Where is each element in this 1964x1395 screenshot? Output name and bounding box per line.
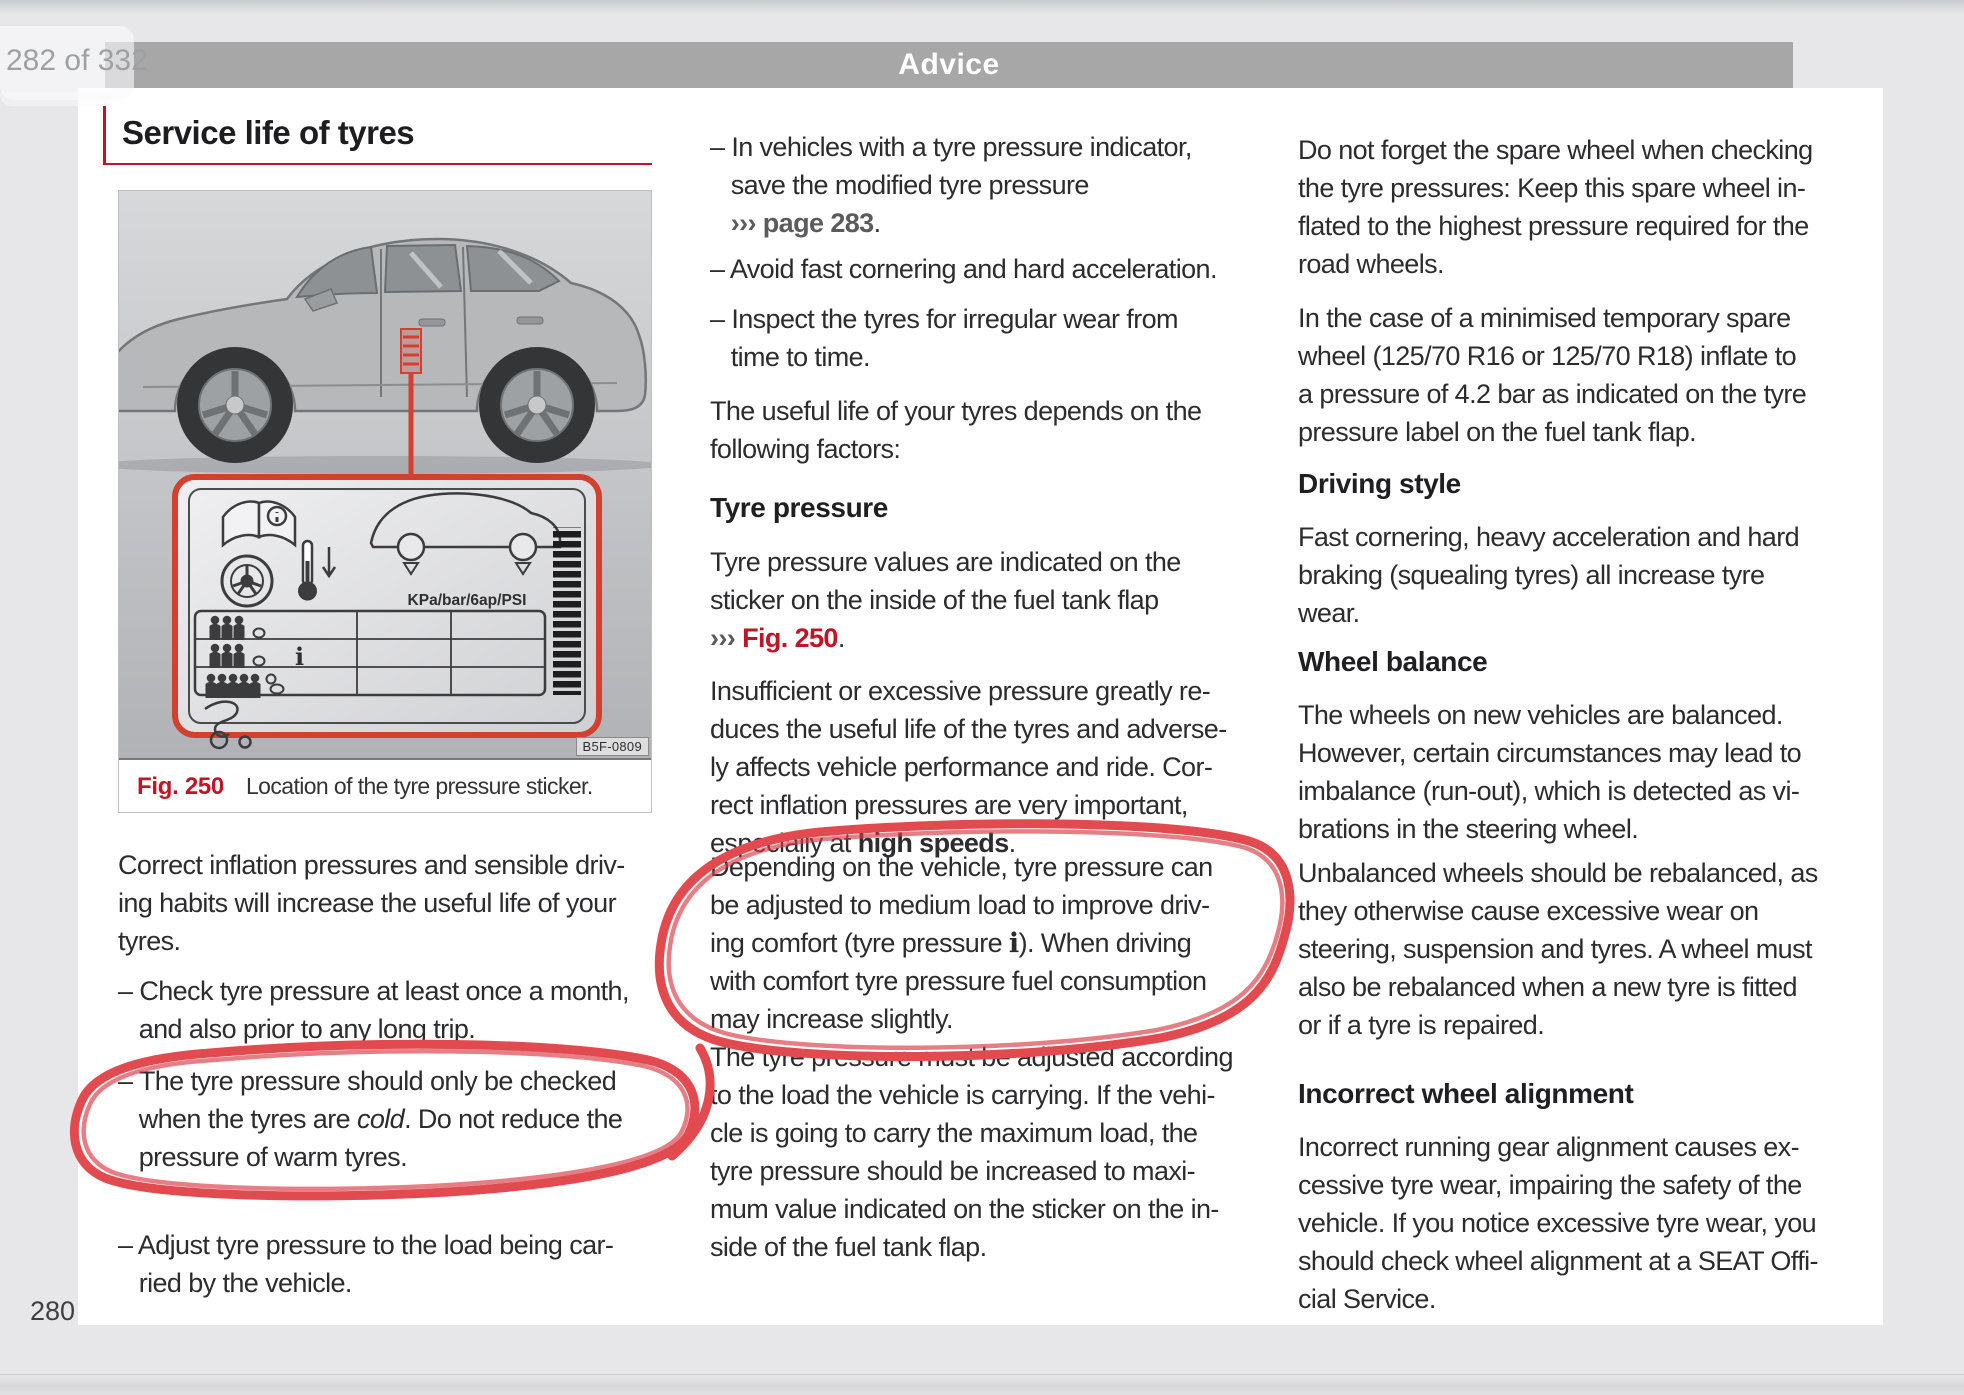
figure-photo (119, 191, 651, 760)
text-line (1298, 413, 1806, 451)
text-line (710, 430, 1201, 468)
text-segment: and also prior to any long trip. (118, 1014, 476, 1044)
text-line (1298, 518, 1799, 556)
heading-driving-style: Driving style (1298, 468, 1461, 499)
text-line (710, 166, 1192, 204)
text-line (1298, 772, 1801, 810)
paragraph-circled (710, 848, 1213, 1038)
text-segment: steering, suspension and tyres. A wheel must (1298, 934, 1812, 964)
text-line (118, 922, 625, 960)
text-segment: Unbalanced wheels should be rebalanced, as (1298, 858, 1818, 888)
text-segment: Do not forget the spare wheel when checking (1298, 135, 1813, 165)
text-line (710, 710, 1227, 748)
heading-wheel-balance: Wheel balance (1298, 646, 1488, 677)
section-title: Service life of tyres (122, 114, 415, 151)
bullet-item (118, 972, 629, 1048)
text-line (1298, 1204, 1818, 1242)
text-segment: Incorrect running gear alignment causes ex- (1298, 1132, 1799, 1162)
text-segment: a pressure of 4.2 bar as indicated on the tyre (1298, 379, 1807, 409)
text-line (710, 1000, 1213, 1038)
text-line (710, 250, 1217, 288)
paragraph (1298, 696, 1801, 848)
text-segment: cle is going to carry the maximum load, the (710, 1118, 1198, 1148)
text-line (1298, 1280, 1818, 1318)
text-line (118, 1010, 629, 1048)
figure-250 (118, 190, 652, 813)
text-line (710, 962, 1213, 1000)
text-segment: duces the useful life of the tyres and adverse- (710, 714, 1227, 744)
text-line (118, 846, 625, 884)
bullet-item (118, 1062, 622, 1176)
text-segment: imbalance (run-out), which is detected as vi- (1298, 776, 1800, 806)
cross-reference-link[interactable]: ››› page 283 (730, 208, 874, 238)
paragraph (1298, 518, 1799, 632)
text-segment: pressure label on the fuel tank flap. (1298, 417, 1697, 447)
text-line (118, 972, 629, 1010)
chapter-header-bar (105, 42, 1793, 88)
text-segment: cial Service. (1298, 1284, 1436, 1314)
text-segment: ing habits will increase the useful life of your (118, 888, 616, 918)
text-line (1298, 1242, 1818, 1280)
sticker-units-label: KPa/bar/6ap/PSI (407, 592, 527, 609)
viewer-page-indicator-bubble-lobe (0, 92, 110, 106)
text-line (710, 543, 1181, 581)
text-line (118, 1100, 622, 1138)
text-line (1298, 854, 1818, 892)
text-segment: However, certain circumstances may lead to (1298, 738, 1802, 768)
text-segment: following factors: (710, 434, 901, 464)
text-segment: especially at (710, 828, 858, 858)
text-line (710, 672, 1227, 710)
paragraph (118, 846, 625, 960)
text-segment: wheel (125/70 R16 or 125/70 R18) inflate to (1298, 341, 1797, 371)
text-segment: be adjusted to medium load to improve driv- (710, 890, 1210, 920)
text-line (1298, 1006, 1818, 1044)
heading-incorrect-wheel-alignment: Incorrect wheel alignment (1298, 1078, 1634, 1109)
text-line (1298, 594, 1799, 632)
text-line (710, 886, 1213, 924)
text-line (710, 392, 1201, 430)
text-line (1298, 299, 1806, 337)
text-line (118, 1062, 622, 1100)
text-segment: i (1008, 928, 1019, 959)
tyre-pressure-sticker (175, 477, 599, 748)
text-line (1298, 556, 1799, 594)
text-line (710, 1076, 1233, 1114)
text-line (710, 1038, 1233, 1076)
text-segment: with comfort tyre pressure fuel consumption (710, 966, 1207, 996)
rear-wheel (479, 347, 595, 463)
text-segment: save the modified tyre pressure (710, 170, 1089, 200)
text-segment: the tyre pressures: Keep this spare wheel in- (1298, 173, 1806, 203)
text-segment: ly affects vehicle performance and ride. Cor- (710, 752, 1213, 782)
text-line (710, 581, 1181, 619)
front-wheel (177, 347, 293, 463)
text-segment: braking (squealing tyres) all increase tyre (1298, 560, 1765, 590)
text-segment: ). When driving (1018, 928, 1192, 958)
text-line (1298, 375, 1806, 413)
text-line (1298, 169, 1813, 207)
text-segment: Tyre pressure values are indicated on the (710, 547, 1181, 577)
section-title-box (103, 106, 652, 165)
text-segment: – Inspect the tyres for irregular wear from (710, 304, 1178, 334)
figure-caption-label: Fig. 250 (137, 773, 224, 800)
text-line (710, 300, 1178, 338)
bullet-item (118, 1226, 613, 1302)
text-line (118, 1226, 613, 1264)
text-segment: when the tyres are (118, 1104, 357, 1134)
text-segment: flated to the highest pressure required for the (1298, 211, 1809, 241)
text-segment: road wheels. (1298, 249, 1444, 279)
figure-caption-text: Location of the tyre pressure sticker. (245, 773, 593, 799)
text-segment: may increase slightly. (710, 1004, 953, 1034)
text-segment: Insufficient or excessive pressure greatly re- (710, 676, 1211, 706)
text-segment: tyres. (118, 926, 181, 956)
text-segment: cold (356, 1104, 405, 1134)
paragraph (1298, 131, 1813, 283)
text-segment: – Avoid fast cornering and hard acceleration. (710, 254, 1217, 284)
viewer-page-indicator: 282 of 332 (6, 44, 148, 77)
text-segment: cessive tyre wear, impairing the safety of the (1298, 1170, 1802, 1200)
text-segment: rect inflation pressures are very important, (710, 790, 1188, 820)
text-line (1298, 892, 1818, 930)
text-segment: should check wheel alignment at a SEAT Offi- (1298, 1246, 1818, 1276)
bullet-item (710, 128, 1192, 242)
page-bottom-edge (0, 1374, 1964, 1395)
text-segment: . Do not reduce the (404, 1104, 623, 1134)
heading-tyre-pressure: Tyre pressure (710, 492, 888, 523)
text-line (710, 786, 1227, 824)
text-segment: ing comfort (tyre pressure (710, 928, 1009, 958)
text-line (1298, 734, 1801, 772)
text-line (710, 748, 1227, 786)
paragraph (1298, 299, 1806, 451)
text-line (710, 1114, 1233, 1152)
text-segment: side of the fuel tank flap. (710, 1232, 987, 1262)
bullet-item (710, 250, 1217, 288)
figure-image-code: B5F-0809 (576, 737, 650, 756)
text-segment: The wheels on new vehicles are balanced. (1298, 700, 1783, 730)
text-line (1298, 968, 1818, 1006)
text-line (710, 338, 1178, 376)
text-line (710, 1152, 1233, 1190)
text-segment: – The tyre pressure should only be checked (118, 1066, 617, 1096)
text-segment: brations in the steering wheel. (1298, 814, 1639, 844)
text-segment: The tyre pressure must be adjusted according (710, 1042, 1233, 1072)
text-segment: The useful life of your tyres depends on the (710, 396, 1202, 426)
text-segment: or if a tyre is repaired. (1298, 1010, 1545, 1040)
bullet-item (710, 300, 1178, 376)
text-line (118, 1138, 622, 1176)
text-line (118, 1264, 613, 1302)
text-segment: to the load the vehicle is carrying. If the vehi- (710, 1080, 1215, 1110)
paragraph (710, 392, 1201, 468)
text-line (1298, 810, 1801, 848)
text-line (1298, 1166, 1818, 1204)
chapter-title: Advice (898, 48, 1000, 81)
text-segment: pressure of warm tyres. (118, 1142, 407, 1172)
barcode (553, 527, 581, 695)
car-sticker-illustration (119, 191, 651, 758)
paragraph (1298, 854, 1818, 1044)
text-line (1298, 696, 1801, 734)
text-segment: tyre pressure should be increased to maxi- (710, 1156, 1196, 1186)
cross-reference-link[interactable]: Fig. 250 (742, 623, 838, 653)
text-segment: Fast cornering, heavy acceleration and hard (1298, 522, 1800, 552)
text-segment: . (1008, 828, 1016, 858)
text-segment: – In vehicles with a tyre pressure indicator, (710, 132, 1192, 162)
text-line (710, 924, 1213, 962)
paragraph (710, 1038, 1233, 1266)
text-line (118, 884, 625, 922)
text-segment: ried by the vehicle. (118, 1268, 352, 1298)
text-line (1298, 337, 1806, 375)
text-line (710, 619, 1181, 657)
text-line (1298, 131, 1813, 169)
text-segment: Depending on the vehicle, tyre pressure can (710, 852, 1213, 882)
text-segment: – Adjust tyre pressure to the load being car- (118, 1230, 614, 1260)
paragraph (710, 543, 1181, 657)
page-number: 280 (30, 1296, 76, 1326)
text-line (1298, 207, 1813, 245)
text-line (710, 204, 1192, 242)
page-top-edge (0, 0, 1964, 14)
text-segment: vehicle. If you notice excessive tyre wear, you (1298, 1208, 1817, 1238)
text-segment: high speeds (857, 828, 1009, 858)
text-line (710, 1228, 1233, 1266)
text-segment: time to time. (710, 342, 870, 372)
text-segment: ››› (710, 623, 743, 653)
svg-text:i: i (295, 642, 305, 671)
text-line (710, 1190, 1233, 1228)
text-segment: In the case of a minimised temporary spare (1298, 303, 1791, 333)
text-line (1298, 1128, 1818, 1166)
text-line (710, 128, 1192, 166)
text-segment (710, 208, 731, 238)
text-segment: . (837, 623, 845, 653)
text-segment: Correct inflation pressures and sensible driv- (118, 850, 625, 880)
text-line (710, 848, 1213, 886)
text-line (1298, 930, 1818, 968)
text-segment: sticker on the inside of the fuel tank flap (710, 585, 1159, 615)
paragraph (1298, 1128, 1818, 1318)
text-segment: . (873, 208, 881, 238)
text-line (1298, 245, 1813, 283)
figure-caption (119, 760, 651, 812)
text-segment: – Check tyre pressure at least once a month, (118, 976, 629, 1006)
paragraph (710, 672, 1227, 862)
text-segment: they otherwise cause excessive wear on (1298, 896, 1759, 926)
text-segment: also be rebalanced when a new tyre is fitted (1298, 972, 1797, 1002)
text-segment: mum value indicated on the sticker on the in- (710, 1194, 1219, 1224)
text-segment: wear. (1298, 598, 1360, 628)
